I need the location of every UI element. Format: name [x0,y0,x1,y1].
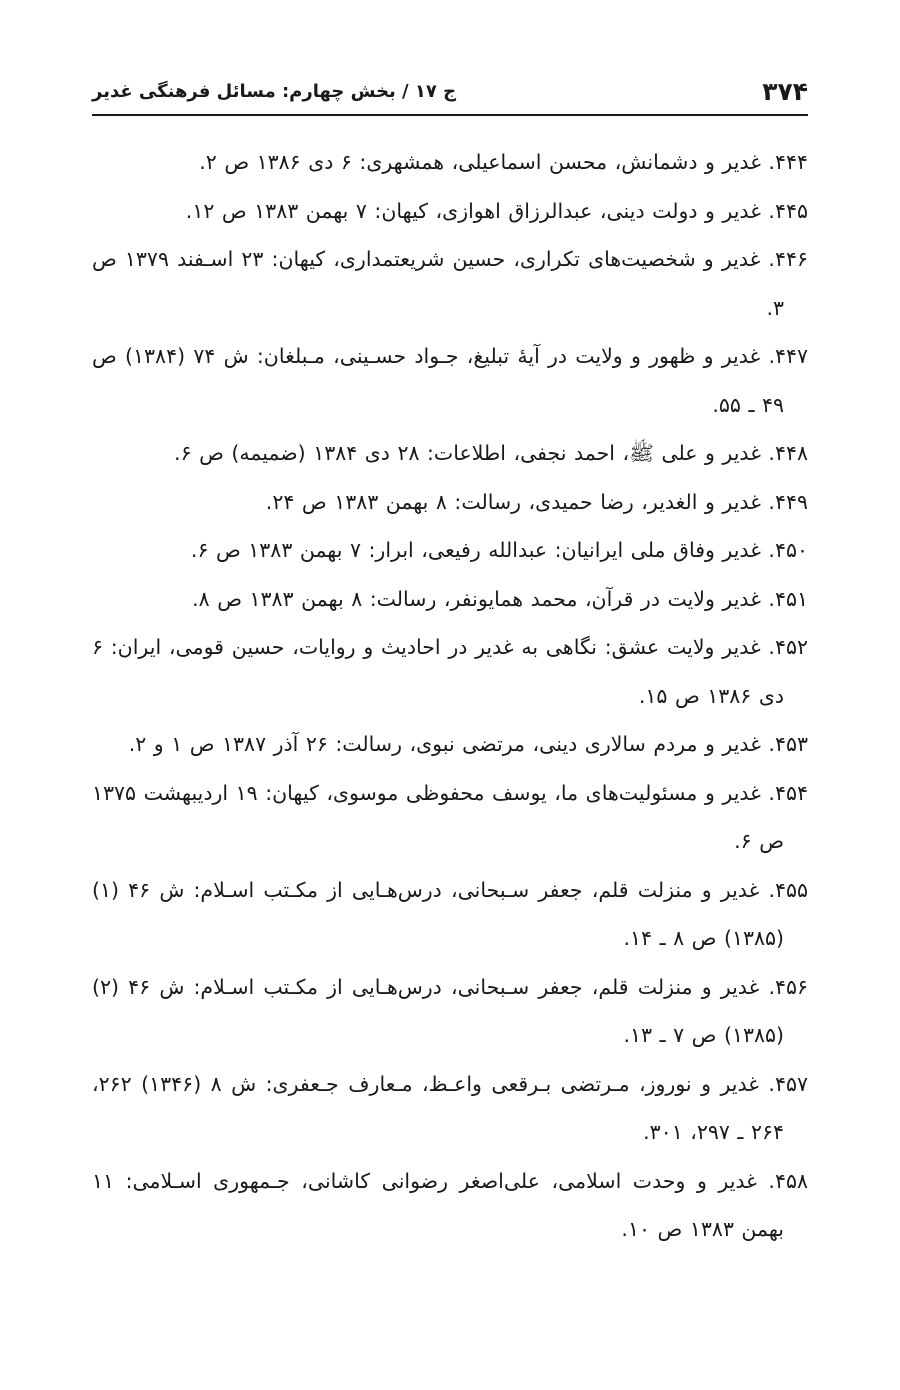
bibliography-entry: ۴۵۱. غدیر ولایت در قرآن، محمد همایونفر، رسالت: ۸ بهمن ۱۳۸۳ ص ۸. [192,586,808,611]
running-title: ج ۱۷ / بخش چهارم: مسائل فرهنگی غدیر [92,81,457,102]
bibliography-entry: ۴۵۶. غدیر و منزلت قلم، جعفر سـبحانی، درس‌هـایی از مکـتب اسـلام: ش ۴۶ (۲) (۱۳۸۵) ص ۷ ـ ۱۳. [92,974,809,1047]
bibliography-entry: ۴۵۷. غدیر و نوروز، مـرتضی بـرقعی واعـظ، مـعارف جـعفری: ش ۸ (۱۳۴۶) ۲۶۲، ۲۶۴ ـ ۲۹۷، ۳۰۱. [92,1071,808,1144]
bibliography-entry: ۴۴۸. غدیر و علی ﷺ، احمد نجفی، اطلاعات: ۲۸ دی ۱۳۸۴ (ضمیمه) ص ۶. [174,441,808,465]
bibliography-entry: ۴۵۲. غدیر ولایت عشق: نگاهی به غدیر در احادیث و روایات، حسین قومی، ایران: ۶ دی ۱۳۸۶ ص ۱۵. [92,635,808,708]
bibliography-list [92,138,808,1254]
bibliography-entry: ۴۴۷. غدیر و ظهور و ولایت در آیهٔ تبلیغ، جـواد حسـینی، مـبلغان: ش ۷۴ (۱۳۸۴) ص ۴۹ ـ ۵۵. [92,344,809,417]
bibliography-entry: ۴۴۴. غدیر و دشمانش، محسن اسماعیلی، همشهری: ۶ دی ۱۳۸۶ ص ۲. [199,150,808,174]
bibliography-entry: ۴۵۸. غدیر و وحدت اسلامی، علی‌اصغر رضوانی کاشانی، جـمهوری اسـلامی: ۱۱ بهمن ۱۳۸۳ ص ۱۰. [92,1168,808,1241]
bibliography-entry: ۴۵۴. غدیر و مسئولیت‌های ما، یوسف محفوظی موسوی، کیهان: ۱۹ اردیبهشت ۱۳۷۵ ص ۶. [92,780,808,853]
bibliography-entry: ۴۵۰. غدیر وفاق ملی ایرانیان: عبدالله رفیعی، ابرار: ۷ بهمن ۱۳۸۳ ص ۶. [190,538,808,562]
bibliography-entry: ۴۴۹. غدیر و الغدیر، رضا حمیدی، رسالت: ۸ بهمن ۱۳۸۳ ص ۲۴. [265,489,808,514]
bibliography-entry: ۴۵۳. غدیر و مردم سالاری دینی، مرتضی نبوی، رسالت: ۲۶ آذر ۱۳۸۷ ص ۱ و ۲. [128,732,808,756]
page-number: ۳۷۴ [762,77,808,106]
page-header [92,70,808,116]
bibliography-entry: ۴۴۵. غدیر و دولت دینی، عبدالرزاق اهوازی، کیهان: ۷ بهمن ۱۳۸۳ ص ۱۲. [185,198,808,223]
bibliography-entry: ۴۴۶. غدیر و شخصیت‌های تکراری، حسین شریعتمداری، کیهان: ۲۳ اسـفند ۱۳۷۹ ص ۳. [92,247,808,320]
bibliography-entry: ۴۵۵. غدیر و منزلت قلم، جعفر سـبحانی، درس‌هـایی از مکـتب اسـلام: ش ۴۶ (۱) (۱۳۸۵) ص ۸ ـ ۱۴. [92,877,809,950]
